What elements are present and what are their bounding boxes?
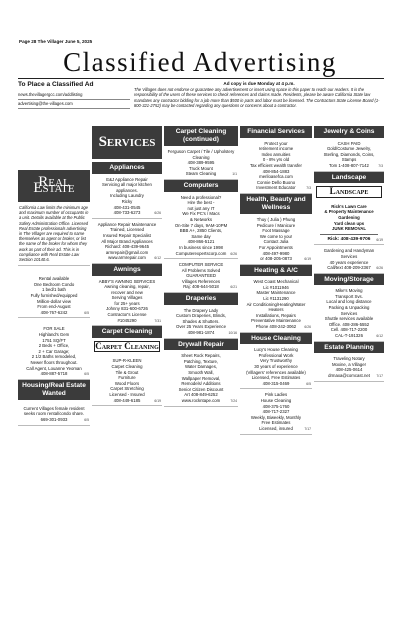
ad-code: 6/5 [84,372,89,377]
ad-text: Thuy ( Julia ) Phung Pedicure / Manicure Foot Massage We come to you! Contact Julia For Appointments 408-497-9980 or 408-205-0873 [256,216,296,262]
ad-code: 6/26 [230,251,237,256]
services-header: Services [92,126,162,159]
ad-code: 6/26 [304,325,311,330]
ad-gardening-handyman [314,245,384,273]
ad-code: 7/17 [304,426,311,431]
ad-it-professional [164,192,238,260]
ad-text: Need a professional? Hire the best - not just any IT We Fix PC's / Macs & Networks On-Site 7 days, 9AM-10PM BBB A+, 2850 Clients, Same day 408-866-5121 In business since 1998 Computerexpertscorp.com [174,194,228,256]
deadline-text: Ad copy is due Monday at 4 p.m. [223,81,295,86]
ad-code: 1/1 [232,172,237,177]
ad-divider [320,234,378,235]
page-title: Classified Advertising [63,47,337,77]
draperies-header: Draperies [164,293,238,305]
ad-text: Appliance Repair Maintenance Trained, Licensed Insured Repair Specialist All Major Brand Appliances Richard: 408-439-9645 armrepair@gmail.com www.armrepair.com [97,221,157,261]
ad-traveling-notary [314,353,384,381]
title-rule [18,78,384,79]
appliances-header: Appliances [92,162,162,174]
ad-text: Pink Ladies House Cleaning 408-375-1760 408-717-2327 Weekly, Biweekly, Monthly Free Estimates Licensed, insured [250,392,302,431]
ad-code: 7/17 [376,374,383,378]
ad-text: ABBY'S AWNING SERVICES Awning cleaning, repair, recover and new Serving Villages for 25+ years Johnny 831-600-6726 Contractor's License #1045290 [98,278,156,323]
column-carpet-computers [164,126,238,407]
ad-code: 6/12 [376,334,383,339]
ad-drapery-lady [164,305,238,339]
column-services [92,126,162,406]
carpet-box-title: Carpet Cleaning [95,340,159,351]
ad-pink-ladies [240,389,312,434]
ad-lucys-house-cleaning [240,344,312,389]
awnings-header: Awnings [92,264,162,276]
ad-text: SUP-R-KLEEN Carpet Cleaning Tile & Grout Furniture Wood Floors Carpet Stretching Licensed - Insured 408-449-6185 [109,358,145,403]
computers-header: Computers [164,180,238,192]
ad-abby-awning [92,276,162,327]
ad-text: Lucy's House Cleaning Professional Work Very Trustworthy 30 years of experience (Villagers' references available) Licensed, Free Estimates 408-315-0469 [246,347,306,386]
ad-appliance-repair [92,219,162,264]
heating-header: Heating & A/C [240,265,312,277]
ad-code: 6/19 [304,257,311,262]
ad-computer-service [164,259,238,293]
drywall-header: Drywall Repair [164,339,238,351]
ad-code: 6/12 [154,256,161,261]
moving-header: Moving/Storage [314,274,384,286]
ad-cash-paid [314,138,384,172]
ad-text: CASH PAID Gold/Costume Jewelry, Sterling, Diamonds, Coins, Stamps Tom 1-408-807-7142 [323,140,375,168]
deadline-box [134,81,384,108]
landscape-box-title: Landscape [316,186,382,198]
ad-mikes-moving [314,285,384,341]
ad-text: Gardening and Handyman Services 40 years experience Call/text 408-209-2367 [323,248,375,271]
ad-west-coast-mechanical [240,276,312,332]
page-header: Page 28 The Villager June 5, 2025 [19,39,93,44]
column-financial-health [240,126,312,435]
ad-phone: Rick: 408-439-9706 [327,236,371,242]
ad-ricks-lawn-care [314,201,384,246]
ad-code: 6/26 [376,266,383,271]
column-real-estate [18,170,90,426]
health-header: Health, Beauty and Wellness [240,194,312,214]
housing-header: Housing/Real Estate Wanted [18,380,90,400]
place-ad-website[interactable]: news.thevillagergcc.com/addlisting [18,91,130,100]
ad-code: 10/16 [228,331,237,336]
financial-header: Financial Services [240,126,312,138]
ad-text: The Drapery Lady Custom Draperies, Blinds, Shades & Shutters. Over 25 Years Experience 408-981-1874 [176,307,226,336]
ad-text: Protect your retirement income Index annuities 0 - 8% yrs old Tax efficient wealth transfer 408-854-1883 meriloasefca.com Connie Dello Buono Investment Educator [250,140,302,191]
ad-text: Sheet Rock Repairs, Patching, Texture, Water Damages, Smooth Wall, Wallpaper Removal, Remodels/ Additions Senior Citizen Discount Art 408-849-6252 www.rockntape.com [178,353,224,403]
ad-sheet-rock [164,350,238,406]
ad-text: E&J Appliance Repair Servicing all major kitchen appliances. Including Laundry Ricky 408-431-0545 408-733-6273 [102,176,152,216]
ad-text: Ferguson Carpet / Tile / Upholstery Cleaning 408-389-9595 Truck Mount Steam Cleaning [167,149,235,177]
ad-text: FOR SALE Highland's Gem 1751 SQ/FT 2 Beds + Office, 2 + Car Garage; 2 1/2 Baths remodeled, Newer floors throughout. Call Agent, Louanne Yeoman 408-887-5718 [26,326,82,377]
ad-code: 6/5 [84,310,89,315]
ad-text: Current Villages female resident seeks room rental/condo share. 669-301-0933 [23,405,85,422]
ad-code: 6/21 [230,285,237,290]
disclaimer-text: The Villages does not endorse or guarantee any advertisement or insert using space in this paper to reach our readers. It is the responsibility of the users of these services to check references and claims made. Residents, please be aware California State law mandates any contractor bidding for a job more than $500 in parts and labor must be licensed. The Contractors State License Board (1-800-321-2752) may be contacted regarding any questions or concerns about a contractor. [134,87,380,108]
ad-code: 6/19 [154,398,161,403]
estate-planning-header: Estate Planning [314,342,384,354]
ad-code: 7/31 [154,318,161,323]
ad-room-rental [18,400,90,426]
ad-sup-r-kleen [92,355,162,406]
ad-code: 7/3 [306,186,311,191]
carpet-continued-header: Carpet Cleaning (continued) [164,126,238,146]
ad-ej-appliance [92,174,162,219]
ad-code: 6/19 [376,237,383,242]
place-ad-email[interactable]: advertising@the-villages.com [18,100,130,109]
ad-code: 6/5 [306,381,311,386]
column-jewelry-landscape [314,126,384,382]
ad-text: Mike's Moving Transport Svs. Local and long distance Packing & Unpacking Services Shuttle services available Office. 408-286-5552 Cell. 408-717-2200 CAL-T-191326 [324,288,374,339]
ad-text: Rick's Lawn Care & Property Maintenance Gardening Yard clean ups JUNK REMOVAL [324,203,374,232]
ad-ferguson-carpet [164,146,238,180]
ad-code: 6/5 [84,417,89,422]
house-cleaning-header: House Cleaning [240,333,312,345]
ad-text: COMPUTER SERVICE All Problems Solved GUARANTEED Villages References Raj: 408-644-5018 [178,262,224,290]
ad-text: Traveling Notary Moxine, a Villager 408-425-0614 drmaxa@comcast.net [328,356,370,378]
ad-code: 7/3 [378,163,383,168]
carpet-header: Carpet Cleaning [92,326,162,338]
legal-note: California Law limits the minimum age and maximum number of occupants in a unit. Details available at the Public Safety Administration Office. Licensed Real Estate professionals advertising in The Villager are required to name themselves as agent or broker, or list the name of the broker for whom they work as part of their ad. This is in compliance with Real Estate Law Section 10140.6. [18,202,90,266]
place-ad-heading: To Place a Classified Ad [18,81,94,88]
ad-retirement-income [240,138,312,194]
real-estate-header: Real Estate [18,170,90,202]
jewelry-header: Jewelry & Coins [314,126,384,138]
place-ad-box [18,81,130,121]
ad-code: 7/24 [230,398,237,403]
landscape-header: Landscape [314,172,384,184]
ad-text: West Coast Mechanical Lic #1011946 Master Maintenance Lic #1131290 Air Conditioning/Heating/Water Heaters Installations, Repairs Preventative Maintenance Phone 408-242-3062 [246,279,306,330]
ad-rental-condo [18,266,90,318]
ad-code: 6/26 [154,211,161,216]
ad-text: Rental available One Bedroom Condo 1 bed/1 bath Fully furnished/equipped Million-dollar view From end-August 408-767-6242 [30,276,78,315]
ad-thuy-phung [240,214,312,265]
ad-for-sale [18,318,90,379]
